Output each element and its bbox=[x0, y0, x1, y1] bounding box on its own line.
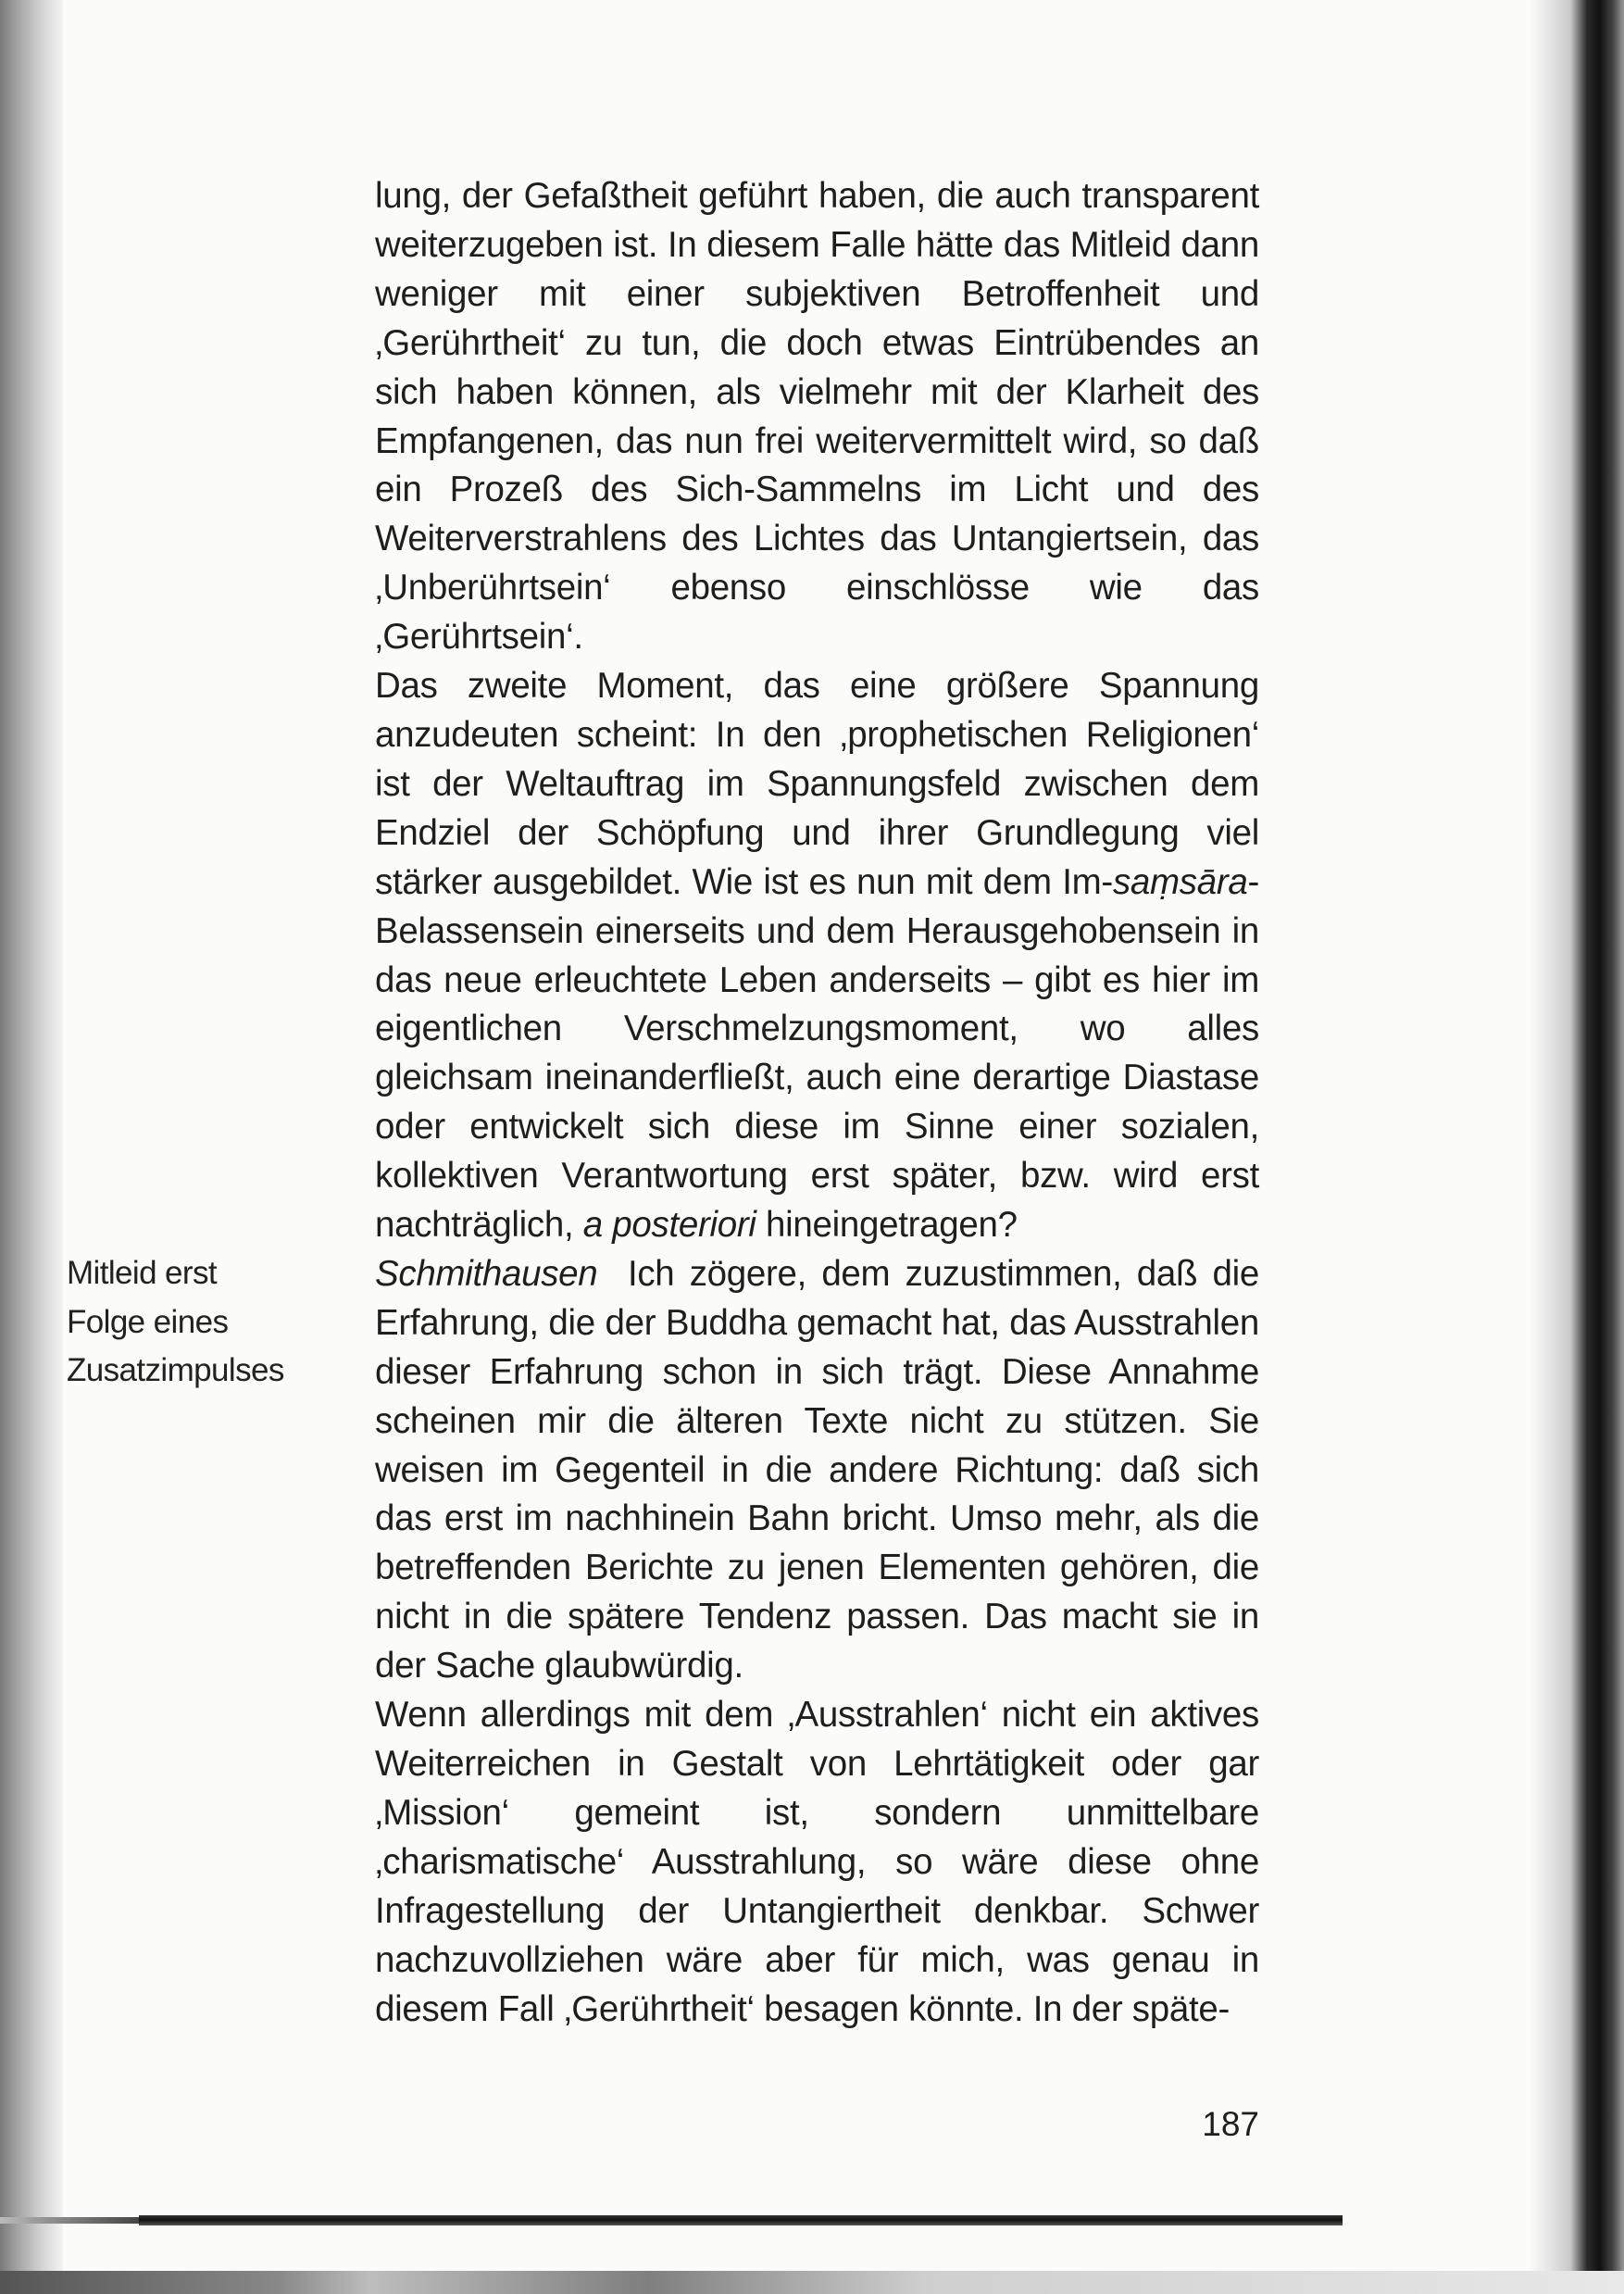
paragraph bbox=[375, 1250, 1269, 1691]
paragraph bbox=[375, 172, 1259, 662]
italic-term: a posteriori bbox=[582, 1205, 756, 1246]
page-edge-shadow bbox=[1530, 0, 1624, 2294]
marginal-note-line: Zusatzimpulses bbox=[67, 1352, 284, 1389]
text-run: -Belassensein einerseits und dem Herausgehobensein in das neue erleuchtete Leben anderseits – gibt es hier im eigentlichen Verschmelzungsmoment, wo alles gleichsam ineinanderfließt, auch eine derartige Diastase oder entwickelt sich diese im Sinne einer sozialen, kollektiven Verantwortung erst später, bzw. wird erst nachträglich, bbox=[375, 861, 1259, 1246]
speaker-name: Schmithausen bbox=[375, 1253, 598, 1294]
marginal-note bbox=[67, 1249, 317, 1396]
marginal-note-line: Mitleid erst bbox=[67, 1255, 218, 1291]
text-run: Wenn allerdings mit dem ‚Ausstrahlen‘ nicht ein aktives Weiterreichen in Gestalt von Lehrtätigkeit oder gar ‚Mission‘ gemeint ist, sondern unmittelbare ‚charismatische‘ Ausstrahlung, so wäre diese ohne Infragestellung der Untangiertheit denkbar. Schwer nachzuvollziehen wäre aber für mich, was genau in diesem Fall ‚Gerührtheit‘ besagen könnte. In der späte- bbox=[375, 1695, 1259, 2029]
body-text bbox=[375, 172, 1269, 2034]
text-run: Ich zögere, dem zuzustimmen, daß die Erfahrung, die der Buddha gemacht hat, das Ausstrahlen dieser Erfahrung schon in sich trägt. Diese Annahme scheinen mir die älteren Texte nicht zu stützen. Sie weisen im Gegenteil in die andere Richtung: daß sich das erst im nachhinein Bahn bricht. Umso mehr, als die betreffenden Berichte zu jenen Elementen gehören, die nicht in die spätere Tendenz passen. Das macht sie in der Sache glaubwürdig. bbox=[375, 1253, 1269, 1686]
paragraph bbox=[375, 1691, 1259, 2034]
italic-term: saṃsāra bbox=[1112, 861, 1248, 902]
marginal-note-line: Folge eines bbox=[67, 1303, 229, 1340]
text-run: lung, der Gefaßtheit geführt haben, die auch transparent weiterzugeben ist. In diesem Falle hätte das Mitleid dann weniger mit einer subjektiven Betroffenheit und ‚Gerührtheit‘ zu tun, die doch etwas Eintrübendes an sich haben können, als vielmehr mit der Klarheit des Empfangenen, das nun frei weitervermittelt wird, so daß ein Prozeß des Sich-Sammelns im Licht und des Weiterverstrahlens des Lichtes das Untangiertsein, das ‚Unberührtsein‘ ebenso einschlösse wie das ‚Gerührtsein‘. bbox=[375, 176, 1259, 658]
book-spine-shadow bbox=[0, 0, 63, 2294]
scan-bottom-strip bbox=[0, 2271, 1624, 2294]
text-run: Das zweite Moment, das eine größere Spannung anzudeuten scheint: In den ‚prophetischen Religionen‘ ist der Weltauftrag im Spannungsfeld zwischen dem Endziel der Schöpfung und ihrer Grundlegung viel stärker ausgebildet. Wie ist es nun mit dem Im- bbox=[375, 666, 1259, 902]
bottom-rule-fade bbox=[0, 2217, 139, 2224]
paragraph bbox=[375, 662, 1259, 1250]
text-run: hineingetragen? bbox=[756, 1205, 1018, 1246]
bottom-rule bbox=[139, 2215, 1343, 2225]
page-number: 187 bbox=[1202, 2105, 1259, 2143]
